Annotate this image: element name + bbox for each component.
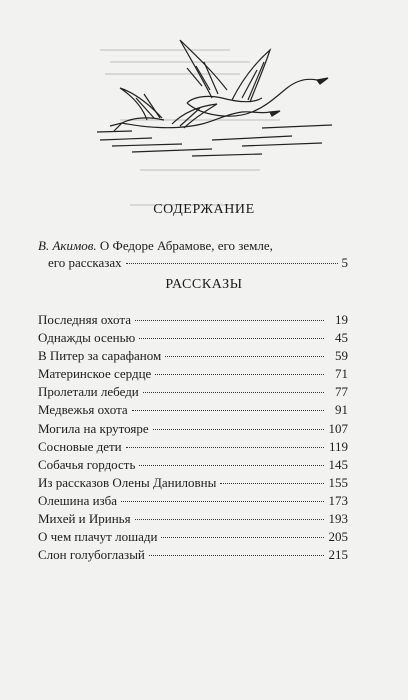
- dot-leader: [153, 429, 324, 430]
- toc-page-number: 145: [328, 456, 348, 472]
- dot-leader: [143, 392, 324, 393]
- toc-entry[interactable]: [38, 529, 348, 547]
- dot-leader: [135, 320, 324, 321]
- toc-page-number: 71: [335, 366, 348, 382]
- contents-heading: СОДЕРЖАНИЕ: [153, 202, 255, 217]
- dot-leader: [161, 537, 324, 538]
- toc-title: Слон голубоглазый: [38, 547, 145, 563]
- toc-title: Могила на крутояре: [38, 420, 149, 436]
- toc-title: Из рассказов Олены Даниловны: [38, 474, 217, 490]
- toc-title: В Питер за сарафаном: [38, 348, 162, 364]
- dot-leader: [155, 374, 324, 375]
- toc-entry[interactable]: [38, 312, 348, 330]
- toc-title: Михей и Иринья: [38, 511, 131, 527]
- dot-leader: [139, 338, 324, 339]
- intro-page-number: 5: [341, 255, 348, 270]
- toc-page-number: 215: [328, 547, 348, 563]
- toc-title: Однажды осенью: [38, 330, 136, 346]
- swans-illustration: [92, 28, 342, 168]
- toc-page-number: 45: [335, 330, 348, 346]
- toc-list: [38, 312, 348, 565]
- toc-title: Собачья гордость: [38, 456, 136, 472]
- intro-title-part1: О Федоре Абрамове, его земле,: [99, 238, 273, 253]
- toc-entry[interactable]: [38, 493, 348, 511]
- toc-title: Последняя охота: [38, 312, 131, 327]
- toc-title: Пролетали лебеди: [38, 384, 139, 400]
- toc-title: Сосновые дети: [38, 438, 122, 454]
- toc-page-number: 155: [328, 474, 348, 490]
- intro-title-part2: его рассказах: [48, 255, 122, 270]
- toc-title: Медвежья охота: [38, 402, 128, 418]
- toc-page-number: 205: [328, 529, 348, 545]
- stories-heading: РАССКАЗЫ: [165, 277, 243, 292]
- toc-entry[interactable]: [38, 547, 348, 565]
- toc-page-number: 59: [335, 348, 348, 364]
- toc-entry[interactable]: [38, 475, 348, 493]
- toc-entry[interactable]: [38, 421, 348, 439]
- toc-page-number: 19: [335, 312, 348, 327]
- dot-leader: [165, 356, 324, 357]
- toc-page-number: 107: [328, 420, 348, 436]
- intro-entry[interactable]: [38, 237, 348, 271]
- toc-entry[interactable]: [38, 457, 348, 475]
- toc-entry[interactable]: [38, 511, 348, 529]
- toc-entry[interactable]: [38, 439, 348, 457]
- dot-leader: [132, 410, 324, 411]
- toc-title: Олешина изба: [38, 492, 118, 508]
- toc-entry[interactable]: [38, 366, 348, 384]
- toc-entry[interactable]: [38, 330, 348, 348]
- toc-entry[interactable]: [38, 384, 348, 402]
- intro-second-line: [38, 254, 348, 271]
- intro-first-line: [38, 237, 348, 254]
- dot-leader: [220, 483, 324, 484]
- dot-leader: [135, 519, 324, 520]
- dot-leader: [121, 501, 324, 502]
- dot-leader: [139, 465, 324, 466]
- toc-page-number: 91: [335, 402, 348, 418]
- toc-entry[interactable]: [38, 348, 348, 366]
- toc-page-number: 77: [335, 384, 348, 400]
- dot-leader: [126, 447, 324, 448]
- toc-page-number: 173: [328, 492, 348, 508]
- toc-page-number: 119: [328, 438, 348, 454]
- toc-page-number: 193: [328, 511, 348, 527]
- dot-leader: [126, 263, 338, 264]
- intro-author: В. Акимов.: [38, 238, 97, 253]
- toc-title: О чем плачут лошади: [38, 529, 158, 545]
- toc-entry[interactable]: [38, 402, 348, 420]
- toc-title: Материнское сердце: [38, 366, 152, 382]
- dot-leader: [149, 555, 324, 556]
